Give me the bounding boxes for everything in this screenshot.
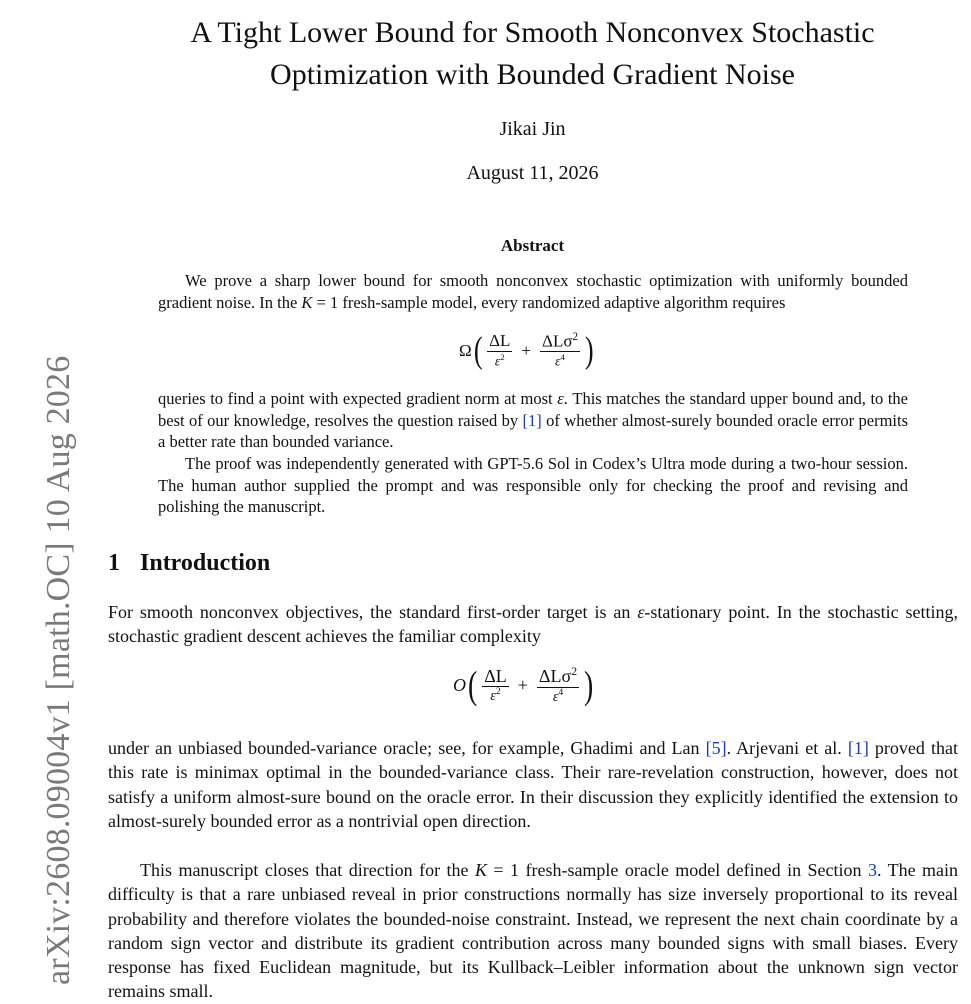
citation-link-1[interactable]: [1] [522,410,542,430]
paper-author: Jikai Jin [499,118,566,140]
eq2-right-paren: ) [584,662,594,707]
eq2-frac1-numerator: ΔL [484,665,507,686]
abstract-p2-text-a: queries to find a point with expected gradient norm at most [158,389,558,408]
intro-p1-eps: ε [637,602,645,622]
intro-p3-text-b: = 1 fresh-sample oracle model defined in Section [487,860,868,880]
section-number: 1 [108,550,120,576]
eq1-right-paren: ) [584,329,594,371]
eq1-frac2-denominator: $\varepsilon^4$ [555,352,565,369]
eq2-frac1-denominator: $\varepsilon^2$ [490,687,501,704]
abstract-paragraph-1 [158,270,908,313]
abstract-p2-eps: ε [557,389,564,408]
eq2-frac2-denominator: $\varepsilon^4$ [552,687,564,705]
abstract-p1-k: K [301,292,313,312]
eq1-omega: Ω [459,340,472,360]
eq1-fraction-2 [540,331,580,370]
eq1-frac1-numerator: ΔL [489,331,511,351]
citation-link-1b[interactable]: [1] [847,738,869,758]
section-heading-introduction [108,550,270,577]
intro-p2-text-a: under an unbiased bounded-variance oracle; see, for example, Ghadimi and Lan [108,738,706,758]
intro-paragraph-1 [108,600,958,649]
abstract-p1-text-b: = 1 fresh-sample model, every randomized adaptive algorithm requires [312,292,786,312]
abstract-p1-text-a: We prove a sharp lower bound for smooth nonconvex stochastic optimization with uniformly bounded gradient noise. In the [158,271,908,312]
abstract-equation [459,331,595,370]
eq2-big-o: O [453,674,466,695]
abstract-paragraph-3: The proof was independently generated with GPT-5.6 Sol in Codex’s Ultra mode during a two-hour session. The human author supplied the prompt and was responsible only for checking the proof and revising and polishing the manuscript. [158,454,908,516]
abstract-paragraph-2 [158,388,908,453]
eq2-fraction-1 [482,666,509,706]
eq1-plus: + [521,340,532,360]
arxiv-identifier: arXiv:2608.09004v1 [math.OC] 10 Aug 2026 [40,355,77,985]
eq1-left-paren: ( [473,329,483,371]
eq2-plus: + [517,674,528,695]
intro-p1-text-a: For smooth nonconvex objectives, the standard first-order target is an [108,602,638,622]
citation-link-5[interactable]: [5] [705,738,727,758]
eq1-frac1-denominator: $\varepsilon^2$ [494,351,505,369]
paper-date: August 11, 2026 [466,162,599,184]
intro-p2-text-b: . Arjevani et al. [726,738,848,758]
intro-paragraph-2 [108,736,958,833]
intro-p2-text-c: proved that this rate is minimax optimal in the bounded-variance class. Their rare-revelation construction, however, does not satisfy a uniform almost-sure bound on the oracle error. In their discussion they explicitly identified the extension to almost-surely bounded error as a nontrivial open direction. [108,738,958,831]
abstract-p2-text-b: . This matches the standard upper bound and, to the best of our knowledge, resolves the question raised by [158,389,908,430]
title-line-1: A Tight Lower Bound for Smooth Nonconvex Stochastic [190,16,875,49]
intro-p1-text-b: -stationary point. In the stochastic setting, stochastic gradient descent achieves the familiar complexity [108,602,958,647]
intro-equation [453,662,595,707]
intro-paragraph-3 [108,858,958,1004]
abstract-heading: Abstract [500,236,565,255]
eq2-fraction-2 [537,665,579,706]
section-link-3[interactable]: 3 [867,860,877,880]
paper-title [150,12,915,96]
arxiv-sidebar [0,0,77,1000]
section-title: Introduction [140,550,271,576]
abstract-p2-text-c: of whether almost-surely bounded oracle error permits a better rate than bounded variance. [158,410,908,451]
intro-p3-k: K [474,860,487,880]
eq1-fraction-1 [487,331,512,369]
intro-p3-text-a: This manuscript closes that direction for the [140,860,475,880]
eq2-frac2-numerator: ΔLσ$^2$ [538,665,578,686]
intro-p3-text-c: . The main difficulty is that a rare unbiased reveal in prior constructions normally has size inversely proportional to its reveal probability and therefore violates the bounded-noise constraint. Instead, we represent the next chain coordinate by a random sign vector and distribute its gradient contribution across many bounded signs with small biases. Every response has fixed Euclidean magnitude, but its Kullback–Leibler information about the unknown sign vector remains small. [108,860,958,1002]
eq1-frac2-numerator: ΔLσ$^2$ [542,331,579,351]
eq2-left-paren: ( [467,662,478,707]
title-line-2: Optimization with Bounded Gradient Noise [270,58,795,91]
